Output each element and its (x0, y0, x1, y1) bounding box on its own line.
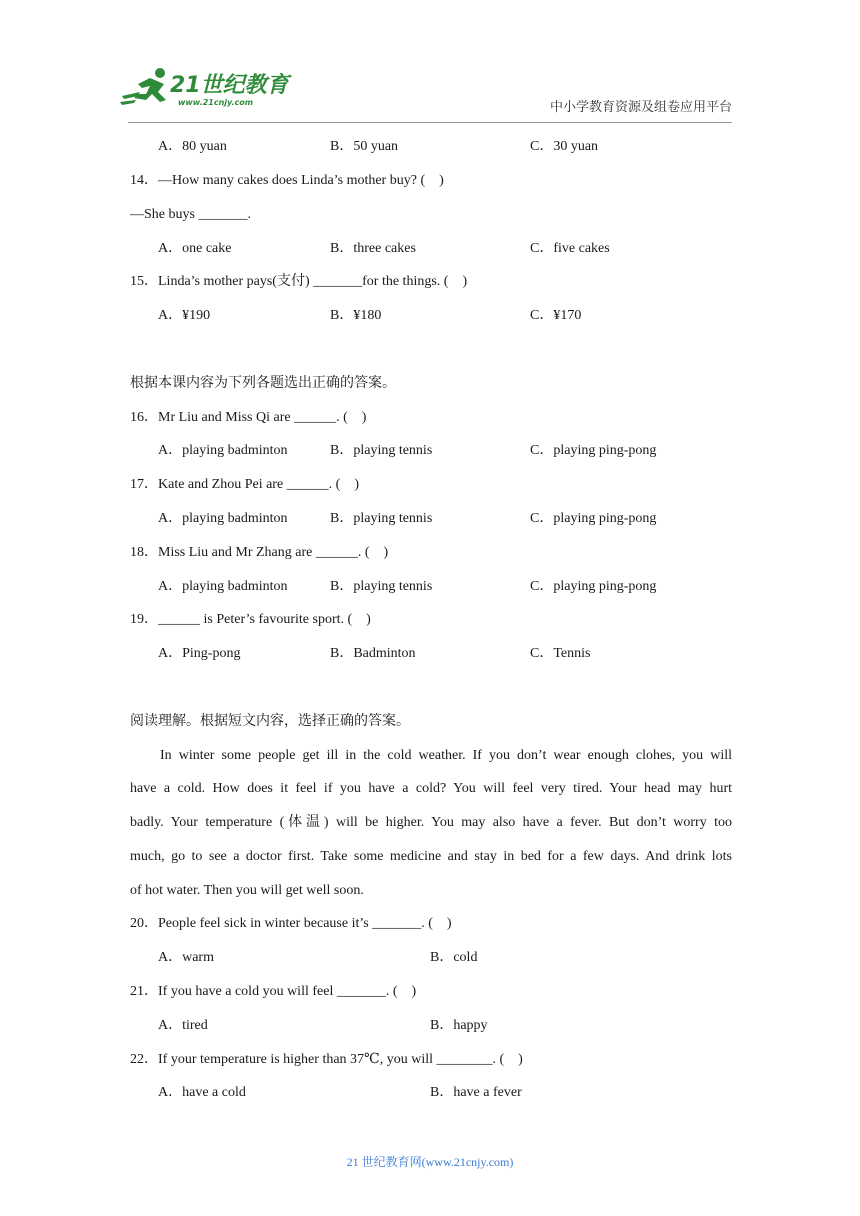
logo-text: 21世纪教育 (170, 73, 289, 98)
q17-option-b: B．playing tennis (330, 511, 433, 526)
q18-option-a: A．playing badminton (158, 579, 288, 594)
q15-stem: 15．Linda’s mother pays(支付) _______for the things. ( ) (130, 274, 468, 289)
site-logo (120, 66, 295, 116)
q13-option-c: C．30 yuan (530, 139, 599, 154)
q16-option-b: B．playing tennis (330, 443, 433, 458)
q19-option-b: B．Badminton (330, 646, 416, 661)
section2-instruction: 根据本课内容为下列各题选出正确的答案。 (130, 376, 396, 391)
q18-option-b: B．playing tennis (330, 579, 433, 594)
q17-option-a: A．playing badminton (158, 511, 288, 526)
q16-stem: 16．Mr Liu and Miss Qi are ______. ( ) (130, 410, 367, 425)
q14-option-c: C．five cakes (530, 241, 610, 256)
q15-option-c: C．¥170 (530, 308, 582, 323)
q21-option-a: A．tired (158, 1018, 208, 1033)
q22-option-b: B．have a fever (430, 1085, 522, 1100)
q20-option-a: A．warm (158, 950, 214, 965)
passage-line: In winter some people get ill in the cold weather. If you don’t wear enough clohes, you will (160, 748, 732, 763)
q15-option-b: B．¥180 (330, 308, 382, 323)
q18-stem: 18．Miss Liu and Mr Zhang are ______. ( ) (130, 545, 389, 560)
q15-option-a: A．¥190 (158, 308, 211, 323)
q13-option-b: B．50 yuan (330, 139, 399, 154)
q14-option-a: A．one cake (158, 241, 232, 256)
q20-option-b: B．cold (430, 950, 478, 965)
passage-line: badly. Your temperature (体温) will be higher. You may also have a fever. But don’t worry too (130, 815, 732, 830)
q17-option-c: C．playing ping-pong (530, 511, 657, 526)
section3-instruction: 阅读理解。根据短文内容，选择正确的答案。 (130, 714, 410, 729)
q22-stem: 22．If your temperature is higher than 37℃, you will ________. ( ) (130, 1052, 523, 1067)
q13-option-a: A．80 yuan (158, 139, 227, 154)
page-footer[interactable]: 21 世纪教育网(www.21cnjy.com) (346, 1155, 514, 1169)
passage-line: have a cold. How does it feel if you have a cold? You will feel very tired. Your head may hurt (130, 781, 732, 796)
q17-stem: 17．Kate and Zhou Pei are ______. ( ) (130, 477, 359, 492)
platform-label: 中小学教育资源及组卷应用平台 (549, 99, 732, 114)
q14-stem: 14．—How many cakes does Linda’s mother buy? ( ) (130, 173, 444, 188)
logo-url: www.21cnjy.com (178, 98, 254, 107)
q19-option-c: C．Tennis (530, 646, 591, 661)
q16-option-a: A．playing badminton (158, 443, 288, 458)
page-header (0, 0, 860, 128)
q22-option-a: A．have a cold (158, 1085, 246, 1100)
q20-stem: 20．People feel sick in winter because it’s _______. ( ) (130, 916, 452, 931)
q14-answer-line: —She buys _______. (130, 207, 251, 222)
q18-option-c: C．playing ping-pong (530, 579, 657, 594)
q21-stem: 21．If you have a cold you will feel _______. ( ) (130, 984, 417, 999)
q21-option-b: B．happy (430, 1018, 488, 1033)
q16-option-c: C．playing ping-pong (530, 443, 657, 458)
q14-option-b: B．three cakes (330, 241, 416, 256)
header-divider (128, 122, 732, 123)
q19-stem: 19．______ is Peter’s favourite sport. ( ) (130, 612, 371, 627)
passage-line: of hot water. Then you will get well soon. (130, 883, 364, 898)
q19-option-a: A．Ping-pong (158, 646, 241, 661)
passage-line: much, go to see a doctor first. Take some medicine and stay in bed for a few days. And drink lots (130, 849, 732, 864)
